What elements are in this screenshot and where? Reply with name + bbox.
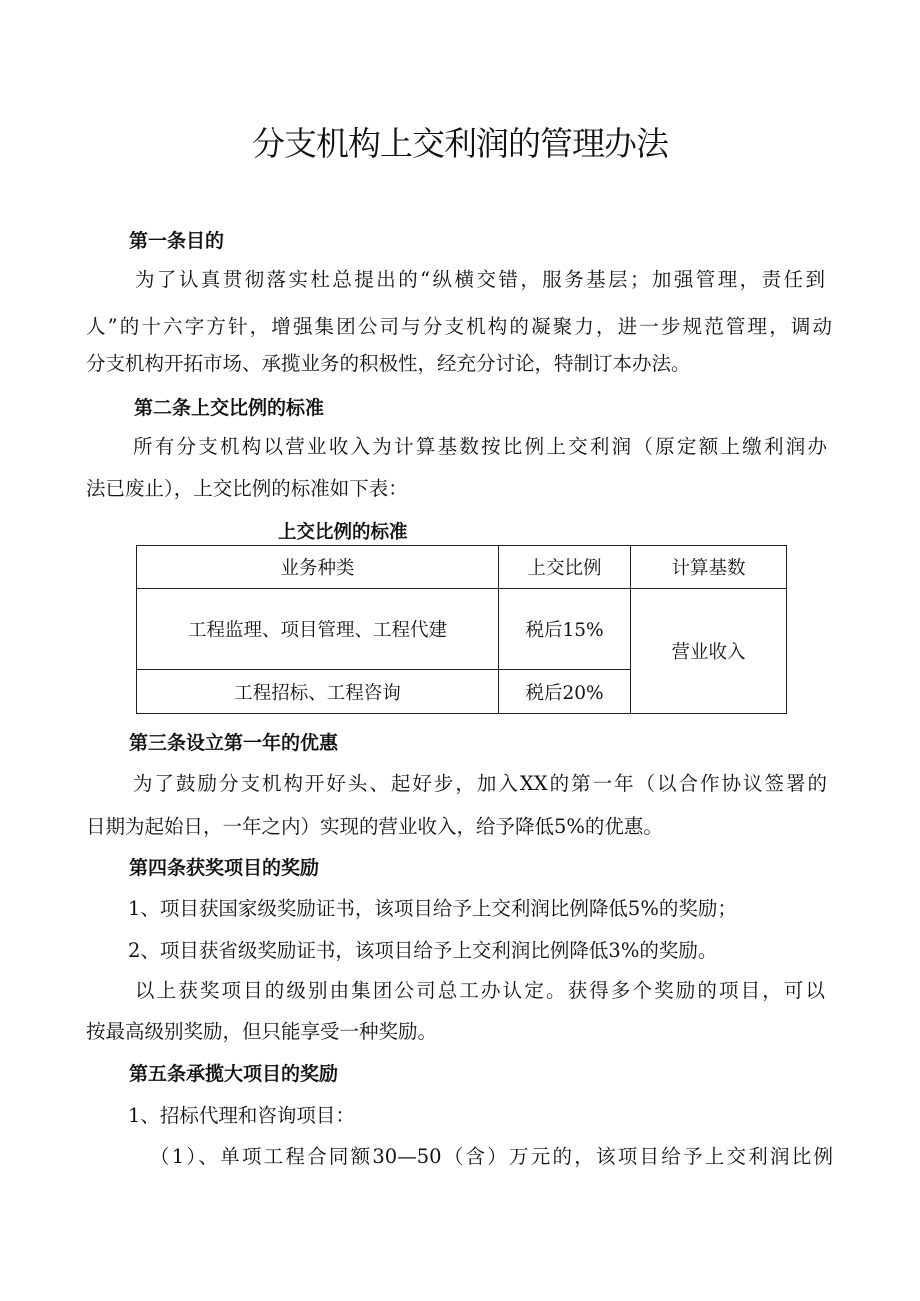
article-3-heading: 第三条设立第一年的优惠	[129, 732, 339, 754]
article-5-heading: 第五条承揽大项目的奖励	[129, 1063, 339, 1085]
header-category: 业务种类	[137, 546, 499, 589]
header-base: 计算基数	[631, 546, 787, 589]
table-header-row	[137, 546, 787, 589]
article-4-line-2: 2、项目获省级奖励证书，该项目给予上交利润比例降低3%的奖励。	[128, 939, 718, 962]
article-2-line-2: 法已废止），上交比例的标准如下表：	[86, 477, 408, 500]
base-cell: 营业收入	[631, 589, 787, 714]
article-3-line-2: 日期为起始日，一年之内）实现的营业收入，给予降低5%的优惠。	[86, 815, 663, 838]
article-4-line-1: 1、项目获国家级奖励证书，该项目给予上交利润比例降低5%的奖励；	[128, 897, 737, 920]
article-1-line-2: 人”的十六字方针，增强集团公司与分支机构的凝聚力，进一步规范管理，调动	[86, 315, 832, 338]
table-row	[137, 589, 787, 670]
row-1-ratio: 税后15%	[499, 589, 631, 670]
article-2-line-1: 所有分支机构以营业收入为计算基数按比例上交利润（原定额上缴利润办	[133, 435, 827, 458]
document-title: 分支机构上交利润的管理办法	[252, 124, 668, 163]
article-5-line-2: （1）、单项工程合同额30—50（含）万元的，该项目给予上交利润比例	[150, 1145, 833, 1168]
article-4-heading: 第四条获奖项目的奖励	[129, 857, 320, 879]
table-caption: 上交比例的标准	[278, 522, 408, 543]
row-2-category: 工程招标、工程咨询	[137, 670, 499, 714]
article-5-line-1: 1、招标代理和咨询项目：	[128, 1104, 355, 1127]
article-4-line-4: 按最高级别奖励，但只能享受一种奖励。	[86, 1020, 438, 1043]
article-4-line-3: 以上获奖项目的级别由集团公司总工办认定。获得多个奖励的项目，可以	[135, 979, 825, 1002]
row-2-ratio: 税后20%	[499, 670, 631, 714]
article-1-heading: 第一条目的	[129, 230, 225, 252]
article-1-line-3: 分支机构开拓市场、承揽业务的积极性，经充分讨论，特制订本办法。	[86, 352, 691, 375]
row-1-category: 工程监理、项目管理、工程代建	[137, 589, 499, 670]
article-1-line-1: 为了认真贯彻落实杜总提出的“纵横交错，服务基层；加强管理，责任到	[135, 268, 825, 291]
article-3-line-1: 为了鼓励分支机构开好头、起好步，加入XX的第一年（以合作协议签署的	[133, 772, 827, 795]
header-ratio: 上交比例	[499, 546, 631, 589]
article-2-heading: 第二条上交比例的标准	[134, 397, 325, 419]
ratio-table	[136, 545, 787, 714]
